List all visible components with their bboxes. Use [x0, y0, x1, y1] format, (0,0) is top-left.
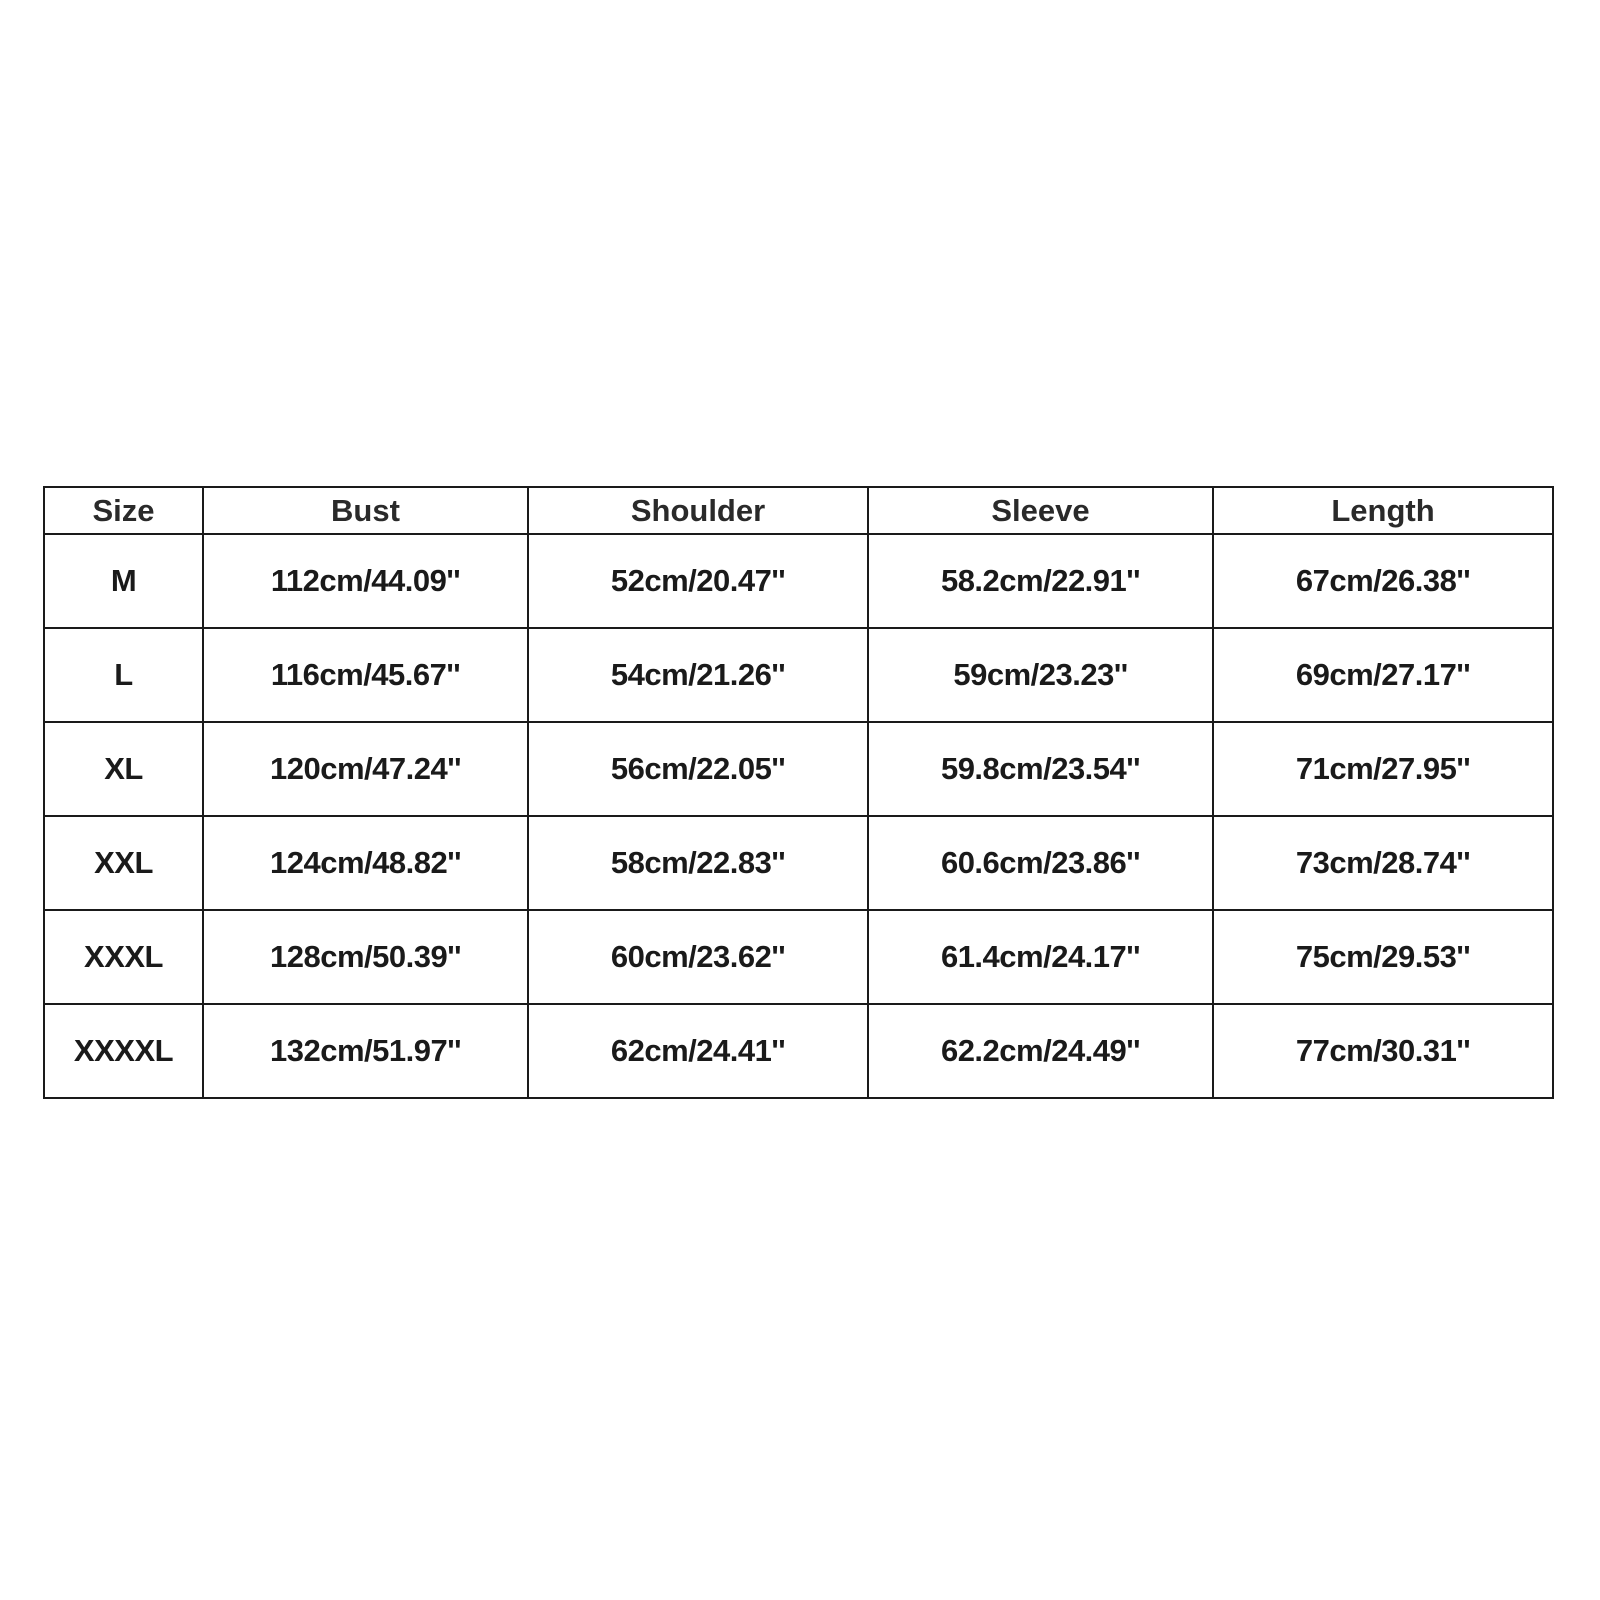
shoulder-cell: 62cm/24.41''	[528, 1004, 868, 1098]
table-row	[44, 1004, 1553, 1098]
length-cell: 75cm/29.53''	[1213, 910, 1553, 1004]
bust-cell: 112cm/44.09''	[203, 534, 528, 628]
header-sleeve: Sleeve	[868, 487, 1213, 534]
bust-cell: 116cm/45.67''	[203, 628, 528, 722]
shoulder-cell: 54cm/21.26''	[528, 628, 868, 722]
table-row	[44, 722, 1553, 816]
bust-cell: 132cm/51.97''	[203, 1004, 528, 1098]
length-cell: 77cm/30.31''	[1213, 1004, 1553, 1098]
length-cell: 69cm/27.17''	[1213, 628, 1553, 722]
sleeve-cell: 58.2cm/22.91''	[868, 534, 1213, 628]
size-cell: XXXXL	[44, 1004, 203, 1098]
header-length: Length	[1213, 487, 1553, 534]
sleeve-cell: 61.4cm/24.17''	[868, 910, 1213, 1004]
length-cell: 67cm/26.38''	[1213, 534, 1553, 628]
size-cell: XXXL	[44, 910, 203, 1004]
sleeve-cell: 59cm/23.23''	[868, 628, 1213, 722]
sleeve-cell: 62.2cm/24.49''	[868, 1004, 1213, 1098]
size-cell: XXL	[44, 816, 203, 910]
shoulder-cell: 56cm/22.05''	[528, 722, 868, 816]
size-chart-table	[43, 486, 1554, 1099]
header-size: Size	[44, 487, 203, 534]
table-row	[44, 816, 1553, 910]
sleeve-cell: 60.6cm/23.86''	[868, 816, 1213, 910]
table-row	[44, 534, 1553, 628]
bust-cell: 128cm/50.39''	[203, 910, 528, 1004]
size-cell: XL	[44, 722, 203, 816]
shoulder-cell: 58cm/22.83''	[528, 816, 868, 910]
sleeve-cell: 59.8cm/23.54''	[868, 722, 1213, 816]
length-cell: 73cm/28.74''	[1213, 816, 1553, 910]
size-cell: L	[44, 628, 203, 722]
size-cell: M	[44, 534, 203, 628]
table-row	[44, 628, 1553, 722]
shoulder-cell: 60cm/23.62''	[528, 910, 868, 1004]
length-cell: 71cm/27.95''	[1213, 722, 1553, 816]
header-shoulder: Shoulder	[528, 487, 868, 534]
table-row	[44, 910, 1553, 1004]
bust-cell: 124cm/48.82''	[203, 816, 528, 910]
table-header-row	[44, 487, 1553, 534]
bust-cell: 120cm/47.24''	[203, 722, 528, 816]
shoulder-cell: 52cm/20.47''	[528, 534, 868, 628]
header-bust: Bust	[203, 487, 528, 534]
